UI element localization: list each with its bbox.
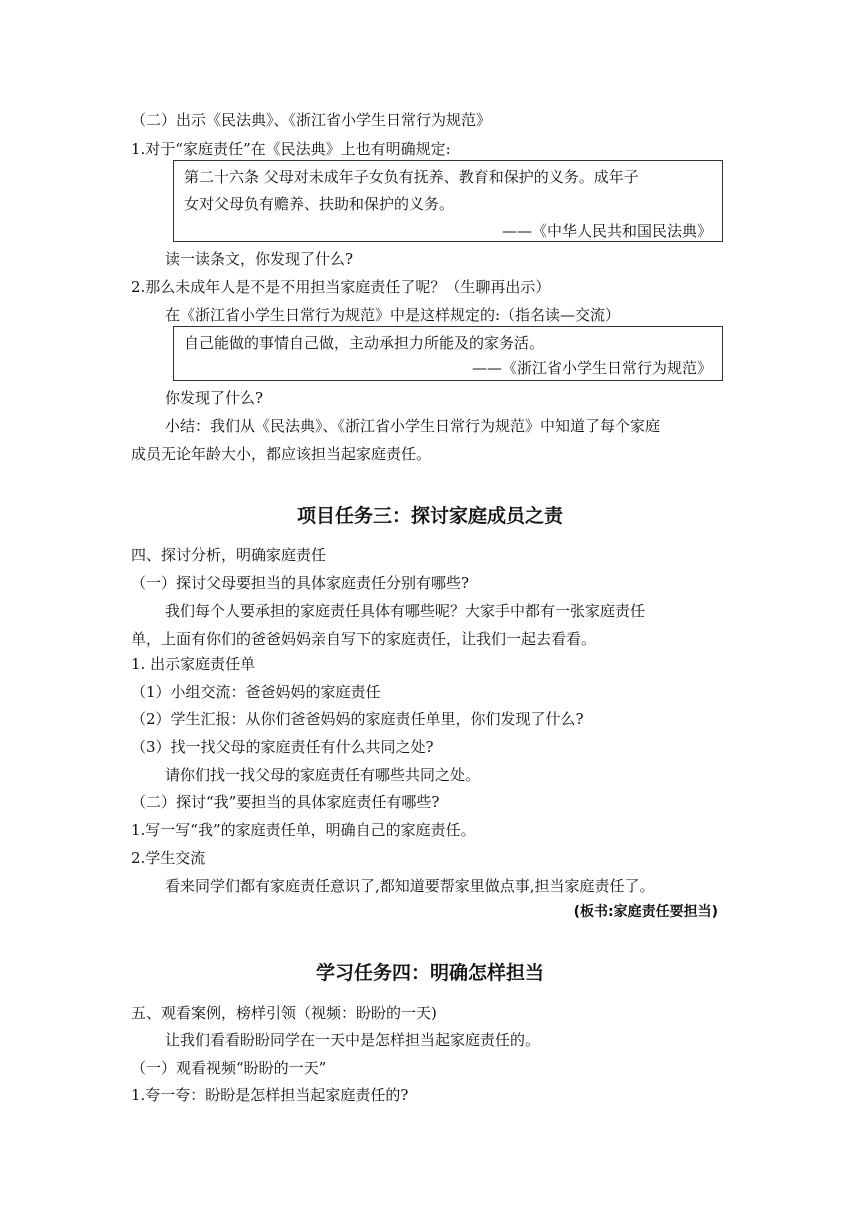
paragraph: 1. 出示家庭责任单 — [131, 655, 256, 673]
paragraph: 1.夸一夸：盼盼是怎样担当起家庭责任的? — [131, 1086, 409, 1104]
board-note: (板书:家庭责任要担当) — [573, 904, 718, 920]
paragraph: 请你们找一找父母的家庭责任有哪些共同之处。 — [165, 766, 481, 784]
quote-source: ——《浙江省小学生日常行为规范》 — [471, 359, 712, 377]
section-heading: 学习任务四：明确怎样担当 — [315, 962, 544, 984]
paragraph: 我们每个人要承担的家庭责任具体有哪些呢？大家手中都有一张家庭责任 — [165, 602, 646, 620]
paragraph: 2.那么未成年人是不是不用担当家庭责任了呢？（生聊再出示） — [131, 278, 551, 296]
paragraph: （1）小组交流：爸爸妈妈的家庭责任 — [131, 683, 381, 701]
subsection-title: （二）出示《民法典》、《浙江省小学生日常行为规范》 — [131, 111, 492, 129]
paragraph: 五、观看案例，榜样引领（视频：盼盼的一天) — [131, 1004, 437, 1022]
quote-source: ——《中华人民共和国民法典》 — [501, 222, 712, 240]
paragraph: 看来同学们都有家庭责任意识了,都知道要帮家里做点事,担当家庭责任了。 — [165, 877, 655, 895]
paragraph: （2）学生汇报：从你们爸爸妈妈的家庭责任单里，你们发现了什么? — [131, 710, 584, 728]
quote-box-civil-code — [173, 160, 723, 242]
paragraph: （二）探讨“我”要担当的具体家庭责任有哪些? — [131, 793, 440, 811]
paragraph: 四、探讨分析，明确家庭责任 — [131, 546, 327, 564]
paragraph: 让我们看看盼盼同学在一天中是怎样担当起家庭责任的。 — [165, 1031, 541, 1049]
paragraph: （一）观看视频“盼盼的一天” — [131, 1059, 327, 1077]
paragraph: 2.学生交流 — [131, 849, 206, 867]
paragraph: 小结：我们从《民法典》、《浙江省小学生日常行为规范》中知道了每个家庭 — [165, 417, 661, 435]
paragraph: 你发现了什么? — [165, 389, 264, 407]
paragraph: 成员无论年龄大小，都应该担当起家庭责任。 — [131, 445, 432, 463]
paragraph: 读一读条文，你发现了什么? — [165, 250, 354, 268]
paragraph: 在《浙江省小学生日常行为规范》中是这样规定的:（指名读—交流） — [165, 306, 621, 324]
paragraph: （一）探讨父母要担当的具体家庭责任分别有哪些? — [131, 574, 470, 592]
quote-text: 女对父母负有赡养、扶助和保护的义务。 — [184, 195, 455, 213]
quote-box-code-of-conduct — [173, 326, 723, 381]
quote-text: 自己能做的事情自己做，主动承担力所能及的家务活。 — [184, 334, 545, 352]
paragraph: （3）找一找父母的家庭责任有什么共同之处? — [131, 738, 434, 756]
paragraph: 1.写一写“我”的家庭责任单，明确自己的家庭责任。 — [131, 821, 476, 839]
paragraph: 1.对于“家庭责任”在《民法典》上也有明确规定: — [131, 140, 451, 158]
quote-text: 第二十六条 父母对未成年子女负有抚养、教育和保护的义务。成年子 — [184, 168, 639, 186]
section-heading: 项目任务三：探讨家庭成员之责 — [296, 505, 563, 527]
paragraph: 单，上面有你们的爸爸妈妈亲自写下的家庭责任，让我们一起去看看。 — [131, 630, 597, 648]
